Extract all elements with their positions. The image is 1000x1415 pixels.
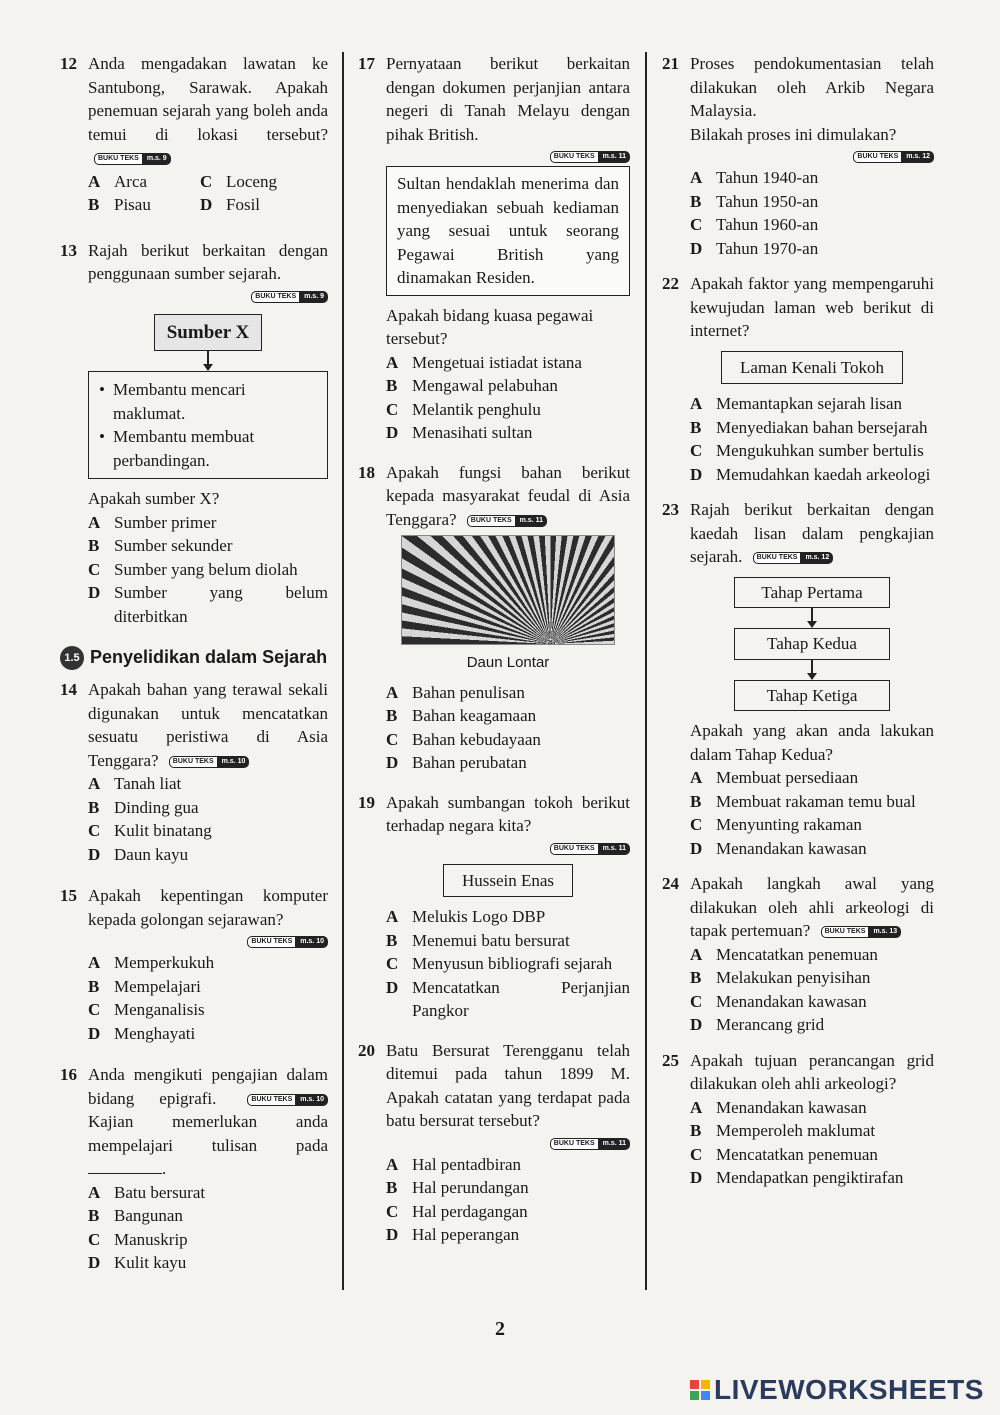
question-23 xyxy=(662,498,934,860)
option-a[interactable]: A Mengetuai istiadat istana xyxy=(386,352,582,372)
question-14 xyxy=(60,678,328,866)
option-c[interactable]: C Kulit binatang xyxy=(88,821,212,840)
option-b[interactable]: B Dinding gua xyxy=(88,797,199,817)
flow-step-3: Tahap Ketiga xyxy=(734,680,890,712)
option-a[interactable]: A Hal pentadbiran xyxy=(386,1154,522,1174)
question-13 xyxy=(60,239,328,629)
option-c[interactable]: C Hal perdagangan xyxy=(386,1201,528,1221)
option-d[interactable]: D Memudahkan kaedah arkeologi xyxy=(690,464,931,484)
option-d[interactable]: D Mendapatkan pengiktirafan xyxy=(690,1168,904,1187)
option-a[interactable]: A Menandakan kawasan xyxy=(690,1097,867,1117)
option-b[interactable]: B Menyediakan bahan bersejarah xyxy=(690,417,928,437)
option-c[interactable]: C Manuskrip xyxy=(88,1229,188,1249)
options xyxy=(88,170,328,217)
answer-blank[interactable] xyxy=(88,1159,162,1174)
textbook-badge-row xyxy=(358,1133,630,1153)
option-c[interactable]: C Menandakan kawasan xyxy=(690,991,867,1011)
bullet-item: • Membantu membuat perbandingan. xyxy=(99,427,255,470)
option-c[interactable]: C Menganalisis xyxy=(88,1000,205,1019)
question-24 xyxy=(662,872,934,1037)
option-a[interactable]: A Sumber primer xyxy=(88,512,217,532)
image-caption: Daun Lontar xyxy=(466,654,550,671)
option-d[interactable]: D Menghayati xyxy=(88,1023,196,1043)
option-d[interactable]: D Merancang grid xyxy=(690,1015,825,1034)
textbook-badge: BUKU TEKS m.s. 12 xyxy=(753,552,834,564)
column-divider xyxy=(645,52,647,1290)
section-heading xyxy=(60,646,328,670)
textbook-badge: BUKU TEKS m.s. 11 xyxy=(550,843,630,855)
question-17 xyxy=(358,52,630,445)
option-b[interactable]: B Sumber sekunder xyxy=(88,536,233,555)
textbook-badge: BUKU TEKS m.s. 11 xyxy=(467,515,547,527)
question-text: Rajah berikut berkaitan dengan penggunaan sumber sejarah. xyxy=(88,240,328,283)
option-a[interactable]: A Memantapkan sejarah lisan xyxy=(690,394,902,413)
arrow-icon xyxy=(207,351,209,365)
textbook-badge-row xyxy=(662,146,934,166)
question-prompt: Apakah yang akan anda lakukan dalam Tahap Kedua? xyxy=(690,721,934,764)
bullet-item: • Membantu mencari maklumat. xyxy=(99,380,246,423)
question-number: 14 xyxy=(60,680,77,699)
section-number: 1.5 xyxy=(60,646,84,670)
question-25 xyxy=(662,1049,934,1190)
option-d[interactable]: D Daun kayu xyxy=(88,844,189,864)
question-text: Apakah fungsi bahan berikut kepada masyarakat feudal di Asia Tenggara? BUKU TEKS m.s. 11 xyxy=(386,462,630,529)
flow-step-2: Tahap Kedua xyxy=(734,628,890,660)
textbook-badge: BUKU TEKS m.s. 11 xyxy=(550,151,630,163)
website-box: Laman Kenali Tokoh xyxy=(721,351,903,385)
question-text: Rajah berikut berkaitan dengan kaedah lisan dalam pengkajian sejarah. BUKU TEKS m.s. 12 xyxy=(690,500,934,566)
source-box-title: Sumber X xyxy=(154,314,262,352)
column-1 xyxy=(60,52,328,1287)
option-b[interactable]: B Membuat rakaman temu bual xyxy=(690,791,916,811)
option-c[interactable]: C Tahun 1960-an xyxy=(690,215,819,234)
flow-diagram xyxy=(734,577,890,712)
textbook-badge: BUKU TEKS m.s. 9 xyxy=(251,291,328,303)
option-b[interactable]: B Tahun 1950-an xyxy=(690,191,819,211)
question-number: 21 xyxy=(662,54,679,73)
textbook-badge: BUKU TEKS m.s. 10 xyxy=(247,936,328,948)
textbook-badge-row xyxy=(358,146,630,166)
question-text: Apakah bahan yang terawal sekali digunakan untuk mencatatkan sesuatu peristiwa di Asia Tenggara? BUKU TEKS m.s. 10 xyxy=(88,680,328,770)
textbook-badge: BUKU TEKS m.s. 12 xyxy=(853,151,934,163)
flow-step-1: Tahap Pertama xyxy=(734,577,890,609)
option-c[interactable]: C Mencatatkan penemuan xyxy=(690,1144,878,1164)
question-number: 19 xyxy=(358,792,375,812)
question-18 xyxy=(358,461,630,775)
question-20 xyxy=(358,1039,630,1247)
column-2 xyxy=(358,52,630,1259)
question-12 xyxy=(60,52,328,217)
question-text: Apakah langkah awal yang dilakukan oleh ahli arkeologi di tapak pertemuan? BUKU TEKS m.s. 13 xyxy=(690,874,934,940)
question-text: Anda mengikuti pengajian dalam bidang epigrafi. BUKU TEKS m.s. 10 Kajian memerlukan anda mempelajari tulisan pada . xyxy=(88,1065,328,1178)
question-text: Anda mengadakan lawatan ke Santubong, Sarawak. Apakah penemuan sejarah yang boleh anda temui di lokasi tersebut? BUKU TEKS m.s. 9 xyxy=(88,52,328,170)
figure-name-box: Hussein Enas xyxy=(443,864,573,898)
option-b[interactable]: B Pisau xyxy=(88,195,151,214)
option-a[interactable]: A Melukis Logo DBP xyxy=(386,907,546,926)
question-15 xyxy=(60,884,328,1045)
option-c[interactable]: C Menyusun bibliografi sejarah xyxy=(386,954,613,973)
arrow-icon xyxy=(811,608,813,622)
question-number: 24 xyxy=(662,874,679,893)
option-d[interactable]: D Sumber yang belum diterbitkan xyxy=(88,583,328,626)
column-divider xyxy=(342,52,344,1290)
statement-box: Sultan hendaklah menerima dan menyediakan sebuah kediaman yang sesuai untuk seorang Pegawai British yang dinamakan Residen. xyxy=(386,166,630,296)
option-d[interactable]: D Mencatatkan Perjanjian Pangkor xyxy=(386,977,630,1020)
option-a[interactable]: A Bahan penulisan xyxy=(386,682,525,702)
option-d[interactable]: D Fosil xyxy=(200,195,261,214)
option-c[interactable]: C Bahan kebudayaan xyxy=(386,729,541,749)
arrow-icon xyxy=(811,660,813,674)
option-b[interactable]: B Bangunan xyxy=(88,1206,183,1225)
question-19 xyxy=(358,791,630,1023)
option-d[interactable]: D Menandakan kawasan xyxy=(690,838,867,858)
question-text: Apakah sumbangan tokoh berikut terhadap negara kita? xyxy=(386,792,630,835)
option-b[interactable]: B Memperoleh maklumat xyxy=(690,1121,876,1140)
question-text: Apakah kepentingan komputer kepada golongan sejarawan? xyxy=(88,886,328,929)
question-number: 18 xyxy=(358,462,375,482)
question-number: 13 xyxy=(60,240,77,260)
question-number: 12 xyxy=(60,54,77,73)
question-21 xyxy=(662,52,934,260)
option-d[interactable]: D Hal peperangan xyxy=(386,1225,520,1244)
question-text: Batu Bersurat Terengganu telah ditemui pada tahun 1899 M. Apakah catatan yang terdapat pada batu bersurat tersebut? xyxy=(386,1040,630,1130)
option-a[interactable]: A Memperkukuh xyxy=(88,953,215,972)
question-prompt: Apakah bidang kuasa pegawai tersebut? xyxy=(386,305,594,348)
textbook-badge: BUKU TEKS m.s. 10 xyxy=(169,756,250,768)
option-d[interactable]: D Kulit kayu xyxy=(88,1253,187,1272)
option-b[interactable]: B Hal perundangan xyxy=(386,1178,529,1197)
textbook-badge: BUKU TEKS m.s. 10 xyxy=(247,1094,328,1106)
option-b[interactable]: B Bahan keagamaan xyxy=(386,706,537,725)
logo-icon xyxy=(690,1380,710,1400)
question-prompt: Apakah sumber X? xyxy=(88,489,220,508)
bullet-box xyxy=(88,371,328,479)
option-b[interactable]: B Mempelajari xyxy=(88,976,201,996)
option-c[interactable]: C Loceng xyxy=(200,171,277,191)
option-c[interactable]: C Mengukuhkan sumber bertulis xyxy=(690,441,924,460)
question-number: 22 xyxy=(662,274,679,293)
column-3 xyxy=(662,52,934,1202)
option-a[interactable]: A Batu bersurat xyxy=(88,1182,206,1202)
option-a[interactable]: A Arca xyxy=(88,171,148,191)
option-d[interactable]: D Menasihati sultan xyxy=(386,423,533,442)
textbook-badge-row xyxy=(60,931,328,951)
option-b[interactable]: B Melakukan penyisihan xyxy=(690,968,871,987)
question-22 xyxy=(662,272,934,486)
question-number: 15 xyxy=(60,886,77,905)
question-number: 16 xyxy=(60,1065,77,1084)
textbook-badge: BUKU TEKS m.s. 11 xyxy=(550,1138,630,1150)
option-d[interactable]: D Bahan perubatan xyxy=(386,753,527,772)
question-text: Apakah tujuan perancangan grid dilakukan oleh ahli arkeologi? xyxy=(690,1050,934,1093)
option-b[interactable]: B Mengawal pelabuhan xyxy=(386,376,558,395)
question-number: 25 xyxy=(662,1050,679,1070)
question-text: Proses pendokumentasian telah dilakukan oleh Arkib Negara Malaysia. Bilakah proses ini dimulakan? xyxy=(690,54,934,144)
textbook-badge: BUKU TEKS m.s. 13 xyxy=(821,926,902,938)
question-number: 20 xyxy=(358,1040,375,1060)
option-c[interactable]: C Sumber yang belum diolah xyxy=(88,559,298,579)
textbook-badge-row xyxy=(60,286,328,306)
option-c[interactable]: C Melantik penghulu xyxy=(386,399,541,419)
textbook-badge-row xyxy=(358,838,630,858)
diagram xyxy=(88,314,328,480)
option-b[interactable]: B Menemui batu bersurat xyxy=(386,930,570,950)
question-text: Apakah faktor yang mempengaruhi kewujudan laman web berikut di internet? xyxy=(690,274,934,340)
question-16 xyxy=(60,1063,328,1275)
liveworksheets-logo xyxy=(690,1374,984,1406)
option-a[interactable]: A Membuat persediaan xyxy=(690,768,859,787)
option-a[interactable]: A Tanah liat xyxy=(88,774,182,793)
textbook-badge: BUKU TEKS m.s. 9 xyxy=(94,153,171,165)
option-c[interactable]: C Menyunting rakaman xyxy=(690,815,862,834)
option-a[interactable]: A Mencatatkan penemuan xyxy=(690,944,878,964)
question-text: Pernyataan berikut berkaitan dengan dokumen perjanjian antara negeri di Tanah Melayu dengan pihak British. xyxy=(386,54,630,144)
question-number: 17 xyxy=(358,54,375,73)
question-number: 23 xyxy=(662,500,679,519)
option-d[interactable]: D Tahun 1970-an xyxy=(690,238,819,258)
logo-text: LIVEWORKSHEETS xyxy=(714,1374,984,1405)
page-number: 2 xyxy=(495,1318,505,1340)
section-title: Penyelidikan dalam Sejarah xyxy=(90,647,328,667)
option-a[interactable]: A Tahun 1940-an xyxy=(690,168,819,187)
palm-leaf-image xyxy=(401,535,615,645)
